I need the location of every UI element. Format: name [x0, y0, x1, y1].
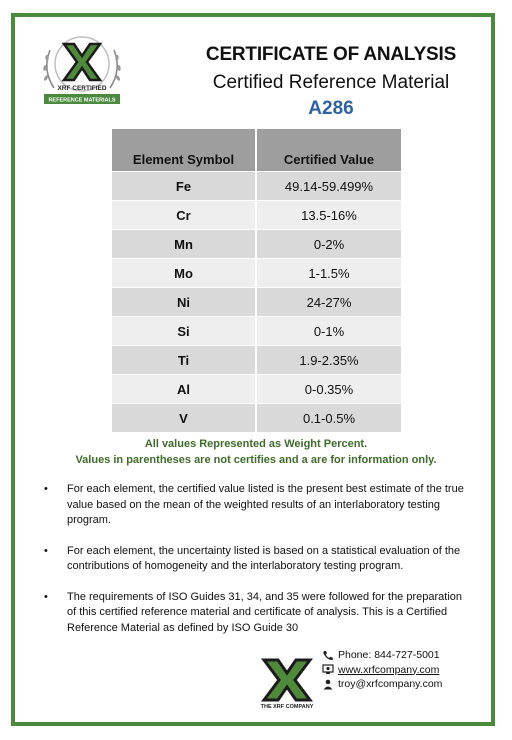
element-symbol: Mo — [112, 258, 255, 287]
certified-value: 1.9-2.35% — [255, 345, 401, 374]
logo-top-text2: REFERENCE MATERIALS — [48, 97, 116, 104]
column-header-value: Certified Value — [255, 129, 401, 171]
certified-values-table — [112, 129, 401, 432]
phone-row — [322, 648, 442, 663]
bullet-text: The requirements of ISO Guides 31, 34, and 35 were followed for the preparation of this certified reference material and certificate of analysis. This is a Certified Reference Material as defined by ISO Guide 30 — [67, 590, 463, 634]
title-block — [190, 44, 472, 120]
table-row — [112, 374, 401, 403]
email-text[interactable]: troy@xrfcompany.com — [338, 678, 443, 690]
certified-value: 1-1.5% — [255, 258, 401, 287]
list-item — [44, 544, 464, 575]
logo-top-text1: XRF CERTIFIED — [57, 85, 107, 92]
website-row — [322, 663, 442, 678]
email-row — [322, 677, 442, 692]
element-symbol: Mn — [112, 229, 255, 258]
certification-notes-list — [44, 482, 464, 651]
certified-value: 24-27% — [255, 287, 401, 316]
column-header-element: Element Symbol — [112, 129, 255, 171]
table-row — [112, 316, 401, 345]
certified-value: 0-1% — [255, 316, 401, 345]
table-row — [112, 287, 401, 316]
table-row — [112, 345, 401, 374]
note-line-2: Values in parentheses are not certifies and a are for information only. — [75, 454, 437, 466]
bullet-text: For each element, the uncertainty listed is based on a statistical evaluation of the contributions of homogeneity and the interlaboratory testing program. — [67, 544, 461, 572]
xrf-company-logo — [256, 658, 318, 710]
element-symbol: Ti — [112, 345, 255, 374]
certificate-title: CERTIFICATE OF ANALYSIS — [205, 44, 457, 65]
table-row — [112, 229, 401, 258]
phone-text: Phone: 844-727-5001 — [338, 649, 440, 661]
element-symbol: Al — [112, 374, 255, 403]
bullet-icon: • — [44, 544, 48, 557]
certified-value: 0.1-0.5% — [255, 403, 401, 432]
certified-value: 13.5-16% — [255, 200, 401, 229]
element-symbol: Fe — [112, 171, 255, 200]
bullet-icon: • — [44, 590, 48, 603]
certified-value: 49.14-59.499% — [255, 171, 401, 200]
element-symbol: V — [112, 403, 255, 432]
element-symbol: Cr — [112, 200, 255, 229]
table-row — [112, 171, 401, 200]
contact-info — [322, 648, 442, 692]
table-row — [112, 200, 401, 229]
certified-value: 0-2% — [255, 229, 401, 258]
certified-value: 0-0.35% — [255, 374, 401, 403]
list-item — [44, 590, 464, 637]
table-row — [112, 258, 401, 287]
list-item — [44, 482, 464, 529]
certificate-subtitle: Certified Reference Material — [212, 72, 450, 93]
bullet-text: For each element, the certified value listed is the present best estimate of the true value based on the mean of the weighted results of an interlaboratory testing program. — [67, 483, 464, 526]
website-link[interactable]: www.xrfcompany.com — [338, 663, 440, 676]
xrf-certified-logo — [34, 26, 130, 114]
table-row — [112, 403, 401, 432]
website-icon — [322, 664, 334, 675]
element-symbol: Si — [112, 316, 255, 345]
bullet-icon: • — [44, 483, 48, 495]
weight-percent-note — [40, 436, 472, 468]
phone-icon — [322, 650, 334, 661]
element-symbol: Ni — [112, 287, 255, 316]
material-name: A286 — [308, 98, 354, 119]
note-line-1: All values Represented as Weight Percent. — [144, 438, 368, 450]
logo-bottom-text: THE XRF COMPANY — [260, 704, 314, 710]
person-icon — [322, 679, 334, 690]
